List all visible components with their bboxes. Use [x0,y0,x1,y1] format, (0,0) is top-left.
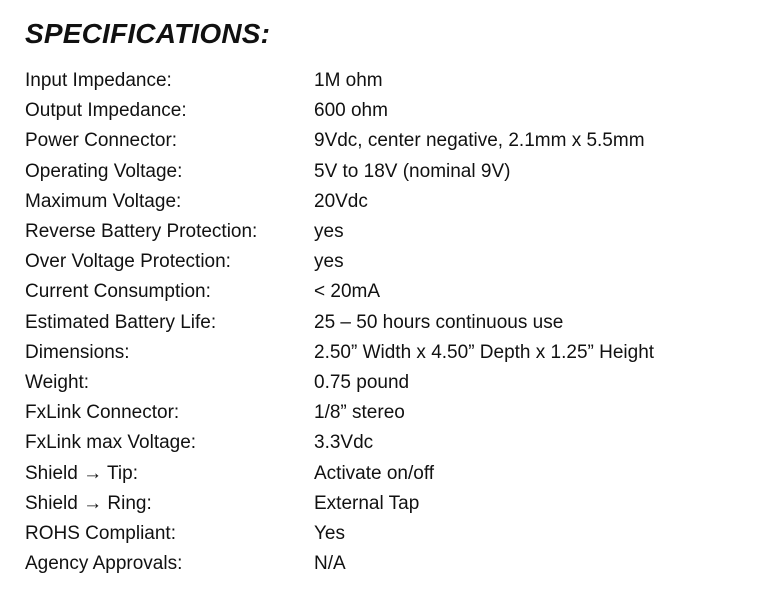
spec-label: Output Impedance: [25,100,187,122]
spec-label: Over Voltage Protection: [25,251,231,273]
spec-row-shield-ring [25,489,765,519]
spec-label: Dimensions: [25,341,130,363]
spec-row-fxlink-max-voltage [25,428,765,458]
spec-value: 1/8” stereo [314,402,405,424]
spec-label: Shield → Ring: [25,492,152,514]
spec-label: Maximum Voltage: [25,190,182,212]
spec-label: Power Connector: [25,130,178,152]
spec-value: N/A [314,553,346,575]
spec-value: External Tap [314,492,420,514]
spec-value: 3.3Vdc [314,432,374,454]
spec-label: Estimated Battery Life: [25,311,217,333]
spec-label: Input Impedance: [25,70,172,92]
spec-value: 9Vdc, center negative, 2.1mm x 5.5mm [314,130,645,152]
spec-value: yes [314,251,344,273]
spec-list [25,66,765,579]
spec-row-rohs-compliant [25,519,765,549]
page-title: SPECIFICATIONS: [25,18,271,49]
spec-value: 600 ohm [314,100,388,122]
spec-row-dimensions [25,338,765,368]
spec-label: FxLink Connector: [25,402,180,424]
spec-value: 20Vdc [314,190,368,212]
spec-label: Weight: [25,371,90,393]
spec-row-shield-tip [25,458,765,488]
spec-row-weight [25,368,765,398]
spec-value: 1M ohm [314,70,383,92]
spec-label: Current Consumption: [25,281,211,303]
spec-value: Yes [314,522,345,544]
spec-label: Operating Voltage: [25,160,183,182]
spec-row-operating-voltage [25,157,765,187]
spec-value: yes [314,221,344,243]
spec-row-reverse-battery-protection [25,217,765,247]
spec-row-input-impedance [25,66,765,96]
spec-value: < 20mA [314,281,381,303]
spec-value: 5V to 18V (nominal 9V) [314,160,511,182]
spec-row-fxlink-connector [25,398,765,428]
spec-row-over-voltage-protection [25,247,765,277]
spec-value: Activate on/off [314,462,435,484]
spec-label: ROHS Compliant: [25,522,176,544]
spec-value: 2.50” Width x 4.50” Depth x 1.25” Height [314,341,655,363]
spec-label: Reverse Battery Protection: [25,221,258,243]
spec-value: 25 – 50 hours continuous use [314,311,564,333]
spec-row-agency-approvals [25,549,765,579]
spec-row-current-consumption [25,277,765,307]
spec-row-estimated-battery-life [25,308,765,338]
spec-row-power-connector [25,126,765,156]
spec-row-output-impedance [25,96,765,126]
spec-label: Shield → Tip: [25,462,138,484]
spec-label: FxLink max Voltage: [25,432,197,454]
spec-value: 0.75 pound [314,371,410,393]
spec-label: Agency Approvals: [25,553,183,575]
spec-row-maximum-voltage [25,187,765,217]
